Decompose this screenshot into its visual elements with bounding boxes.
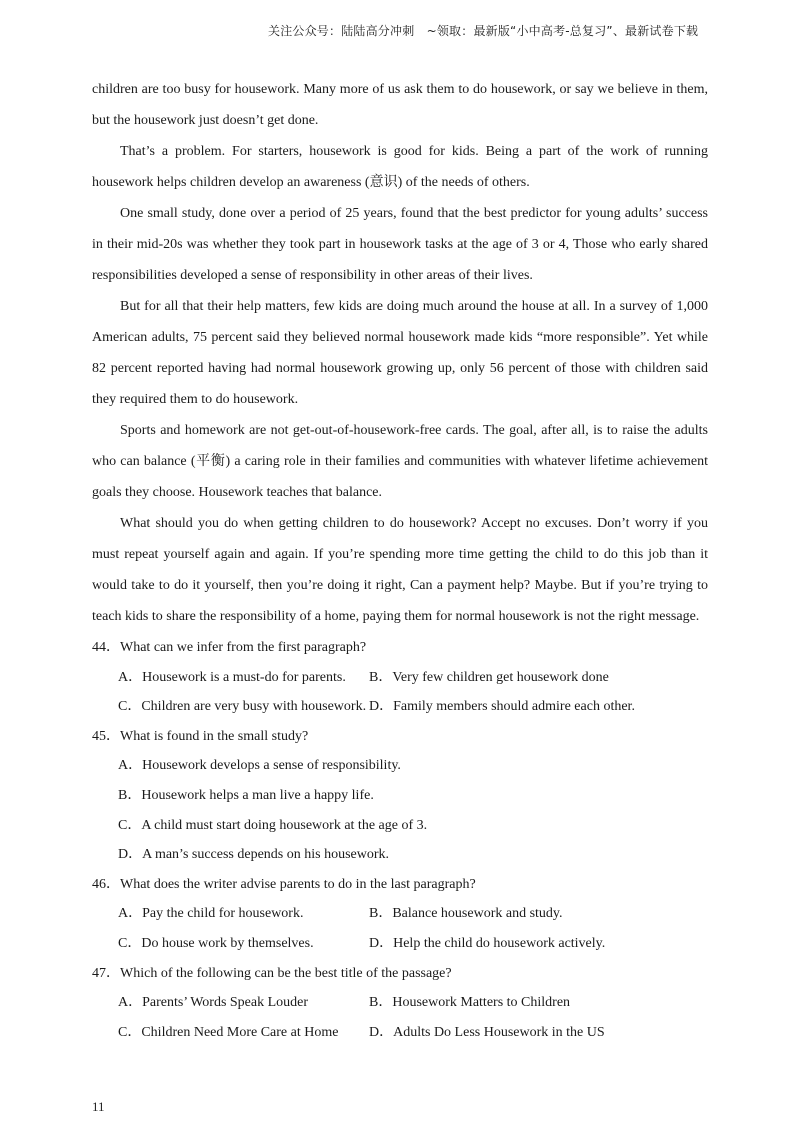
option-b: B．Very few children get housework done xyxy=(369,669,609,685)
option-a: A．Parents’ Words Speak Louder xyxy=(118,995,309,1011)
option-c: C．Children Need More Care at Home xyxy=(118,1024,339,1040)
question-45 xyxy=(92,722,708,870)
page-number: 11 xyxy=(92,1099,105,1114)
question-stem: 44．What can we infer from the first paragraph? xyxy=(92,640,367,655)
option-a: A．Housework is a must-do for parents. xyxy=(118,669,346,685)
question-stem: 47．Which of the following can be the best title of the passage? xyxy=(92,965,452,981)
option-a: A．Pay the child for housework. xyxy=(118,906,304,922)
page-header: 关注公众号：陆陆高分冲刺 ~领取：最新版“小中高考-总复习”、最新试卷下载 xyxy=(268,24,699,38)
option-d: D．Adults Do Less Housework in the US xyxy=(369,1024,605,1040)
paragraph-4: But for all that their help matters, few kids are doing much around the house at all. In a survey of 1,000 American adults, 75 percent said they believed normal housework made kids “more responsible”. Yet while 82 percent reported having had normal housework growing up, only 56 percent of those with children said they required them to do housework. xyxy=(92,299,708,407)
paragraph-3: One small study, done over a period of 25 years, found that the best predictor for young adults’ success in their mid-20s was whether they took part in housework tasks at the age of 3 or 4, Those who early shared responsibilities developed a sense of responsibility in other areas of their lives. xyxy=(92,206,708,283)
option-a: A．Housework develops a sense of responsibility. xyxy=(118,758,401,774)
paragraph-2: That’s a problem. For starters, housework is good for kids. Being a part of the work of running housework helps children develop an awareness (意识) of the needs of others. xyxy=(92,144,708,190)
option-c: C．A child must start doing housework at the age of 3. xyxy=(118,817,428,833)
options-row xyxy=(92,929,708,959)
option-b: B．Balance housework and study. xyxy=(369,906,563,922)
option-c: C．Do house work by themselves. xyxy=(118,935,314,951)
option-d: D．Family members should admire each other. xyxy=(369,699,635,715)
options-row xyxy=(92,663,708,693)
option-b: B．Housework helps a man live a happy life. xyxy=(118,787,374,803)
option-d: D．Help the child do housework actively. xyxy=(369,935,606,951)
question-46 xyxy=(92,870,708,959)
question-stem: 45．What is found in the small study? xyxy=(92,728,309,744)
question-44 xyxy=(92,633,708,722)
document-body xyxy=(92,74,708,1047)
options-row xyxy=(92,1018,708,1048)
paragraph-1: children are too busy for housework. Many more of us ask them to do housework, or say we believe in them, but the housework just doesn’t get done. xyxy=(92,82,708,128)
paragraph-5: Sports and homework are not get-out-of-housework-free cards. The goal, after all, is to raise the adults who can balance (平衡) a caring role in their families and communities with whatever lifetime achievement goals they choose. Housework teaches that balance. xyxy=(92,423,708,500)
paragraph-6: What should you do when getting children to do housework? Accept no excuses. Don’t worry if you must repeat yourself again and again. If you’re spending more time getting the child to do this job than it would take to do it yourself, then you’re doing it right, Can a payment help? Maybe. But if you’re trying to teach kids to share the responsibility of a home, paying them for normal housework is not the right message. xyxy=(92,516,708,624)
options-row xyxy=(92,988,708,1018)
question-stem: 46．What does the writer advise parents to do in the last paragraph? xyxy=(92,876,476,892)
option-d: D．A man’s success depends on his housework. xyxy=(118,847,390,863)
option-c: C．Children are very busy with housework. xyxy=(118,699,367,715)
question-47 xyxy=(92,959,708,1048)
options-row xyxy=(92,692,708,722)
options-row xyxy=(92,899,708,929)
option-b: B．Housework Matters to Children xyxy=(369,995,571,1011)
